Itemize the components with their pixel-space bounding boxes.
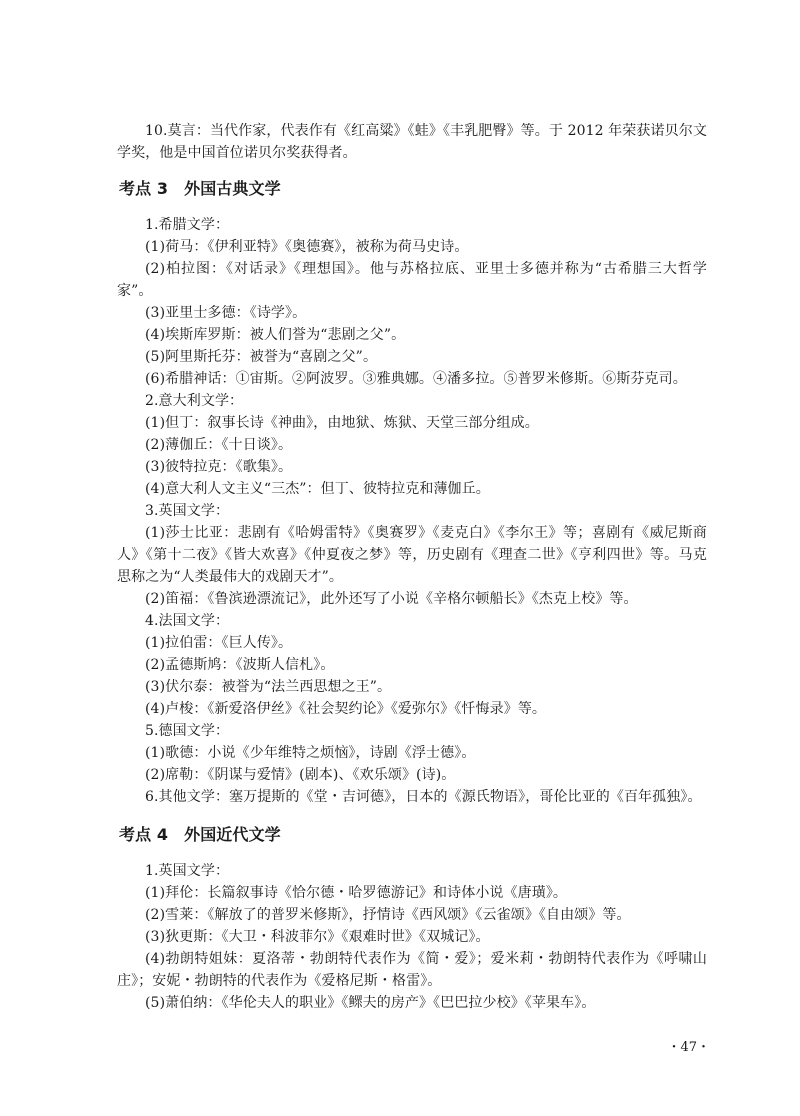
section-title: 外国近代文学 — [184, 825, 281, 844]
text-line: (6)希腊神话：①宙斯。②阿波罗。③雅典娜。④潘多拉。⑤普罗米修斯。⑥斯芬克司。 — [145, 371, 687, 387]
section-heading-4 — [117, 824, 707, 846]
text-line: (2)席勒：《阴谋与爱情》(剧本)、《欢乐颂》(诗)。 — [145, 767, 456, 783]
page-content — [117, 120, 707, 1030]
text-line: (3)亚里士多德：《诗学》。 — [145, 305, 307, 321]
text-line: (1)莎士比亚：悲剧有《哈姆雷特》《奥赛罗》《麦克白》《李尔王》等；喜剧有《威尼斯商人》《第十二夜》《皆大欢喜》《仲夏夜之梦》等，历史剧有《理查二世》《亨利四世》等。马克思称之为“人类最伟大的戏剧天才”。 — [117, 525, 707, 585]
section-body-3 — [117, 214, 707, 808]
section-body-4 — [117, 860, 707, 1014]
text-line: (2)薄伽丘：《十日谈》。 — [145, 437, 293, 453]
text-line: (1)歌德：小说《少年维特之烦恼》，诗剧《浮士德》。 — [145, 745, 476, 761]
section-label: 考点 4 — [119, 825, 169, 844]
text-line: (1)荷马：《伊利亚特》《奥德赛》，被称为荷马史诗。 — [145, 239, 469, 255]
intro-paragraph: 10.莫言：当代作家，代表作有《红高粱》《蛙》《丰乳肥臀》等。于 2012 年荣获诺贝尔文学奖，他是中国首位诺贝尔奖获得者。 — [117, 123, 707, 161]
text-line: (2)孟德斯鸠：《波斯人信札》。 — [145, 657, 335, 673]
text-line: (3)彼特拉克：《歌集》。 — [145, 459, 293, 475]
text-line: (1)但丁：叙事长诗《神曲》，由地狱、炼狱、天堂三部分组成。 — [145, 415, 539, 431]
text-line: 3.英国文学： — [145, 503, 230, 519]
text-line: (4)埃斯库罗斯：被人们誉为“悲剧之父”。 — [145, 327, 406, 343]
text-line: (4)勃朗特姐妹：夏洛蒂・勃朗特代表作为《简・爱》；爱米莉・勃朗特代表作为《呼啸山庄》；安妮・勃朗特的代表作为《爱格尼斯・格雷》。 — [117, 951, 707, 989]
text-line: (2)笛福：《鲁滨逊漂流记》，此外还写了小说《辛格尔顿船长》《杰克上校》等。 — [145, 591, 638, 607]
text-line: 2.意大利文学： — [145, 393, 244, 409]
section-heading-3 — [117, 178, 707, 200]
text-line: 1.希腊文学： — [145, 217, 230, 233]
section-title: 外国古典文学 — [184, 179, 281, 198]
text-line: (5)萧伯纳：《华伦夫人的职业》《鳏夫的房产》《巴巴拉少校》《苹果车》。 — [145, 995, 596, 1011]
text-line: (5)阿里斯托芬：被誉为“喜剧之父”。 — [145, 349, 378, 365]
text-line: (1)拜伦：长篇叙事诗《恰尔德・哈罗德游记》和诗体小说《唐璜》。 — [145, 885, 568, 901]
text-line: (3)伏尔泰：被誉为“法兰西思想之王”。 — [145, 679, 392, 695]
page-number: ・47・ — [667, 1040, 710, 1055]
text-line: (1)拉伯雷：《巨人传》。 — [145, 635, 293, 651]
text-line: (3)狄更斯：《大卫・科波菲尔》《艰难时世》《双城记》。 — [145, 929, 490, 945]
text-line: (2)雪莱：《解放了的普罗米修斯》，抒情诗《西风颂》《云雀颂》《自由颂》等。 — [145, 907, 631, 923]
text-line: (4)卢梭：《新爱洛伊丝》《社会契约论》《爱弥尔》《忏悔录》等。 — [145, 701, 547, 717]
text-line: 1.英国文学： — [145, 863, 230, 879]
section-label: 考点 3 — [119, 179, 169, 198]
text-line: (4)意大利人文主义“三杰”：但丁、彼特拉克和薄伽丘。 — [145, 481, 490, 497]
text-line: 4.法国文学： — [145, 613, 230, 629]
text-line: 6.其他文学：塞万提斯的《堂・吉诃德》，日本的《源氏物语》，哥伦比亚的《百年孤独》。 — [145, 789, 702, 805]
text-line: 5.德国文学： — [145, 723, 230, 739]
text-line: (2)柏拉图：《对话录》《理想国》。他与苏格拉底、亚里士多德并称为“古希腊三大哲学家”。 — [117, 261, 707, 299]
